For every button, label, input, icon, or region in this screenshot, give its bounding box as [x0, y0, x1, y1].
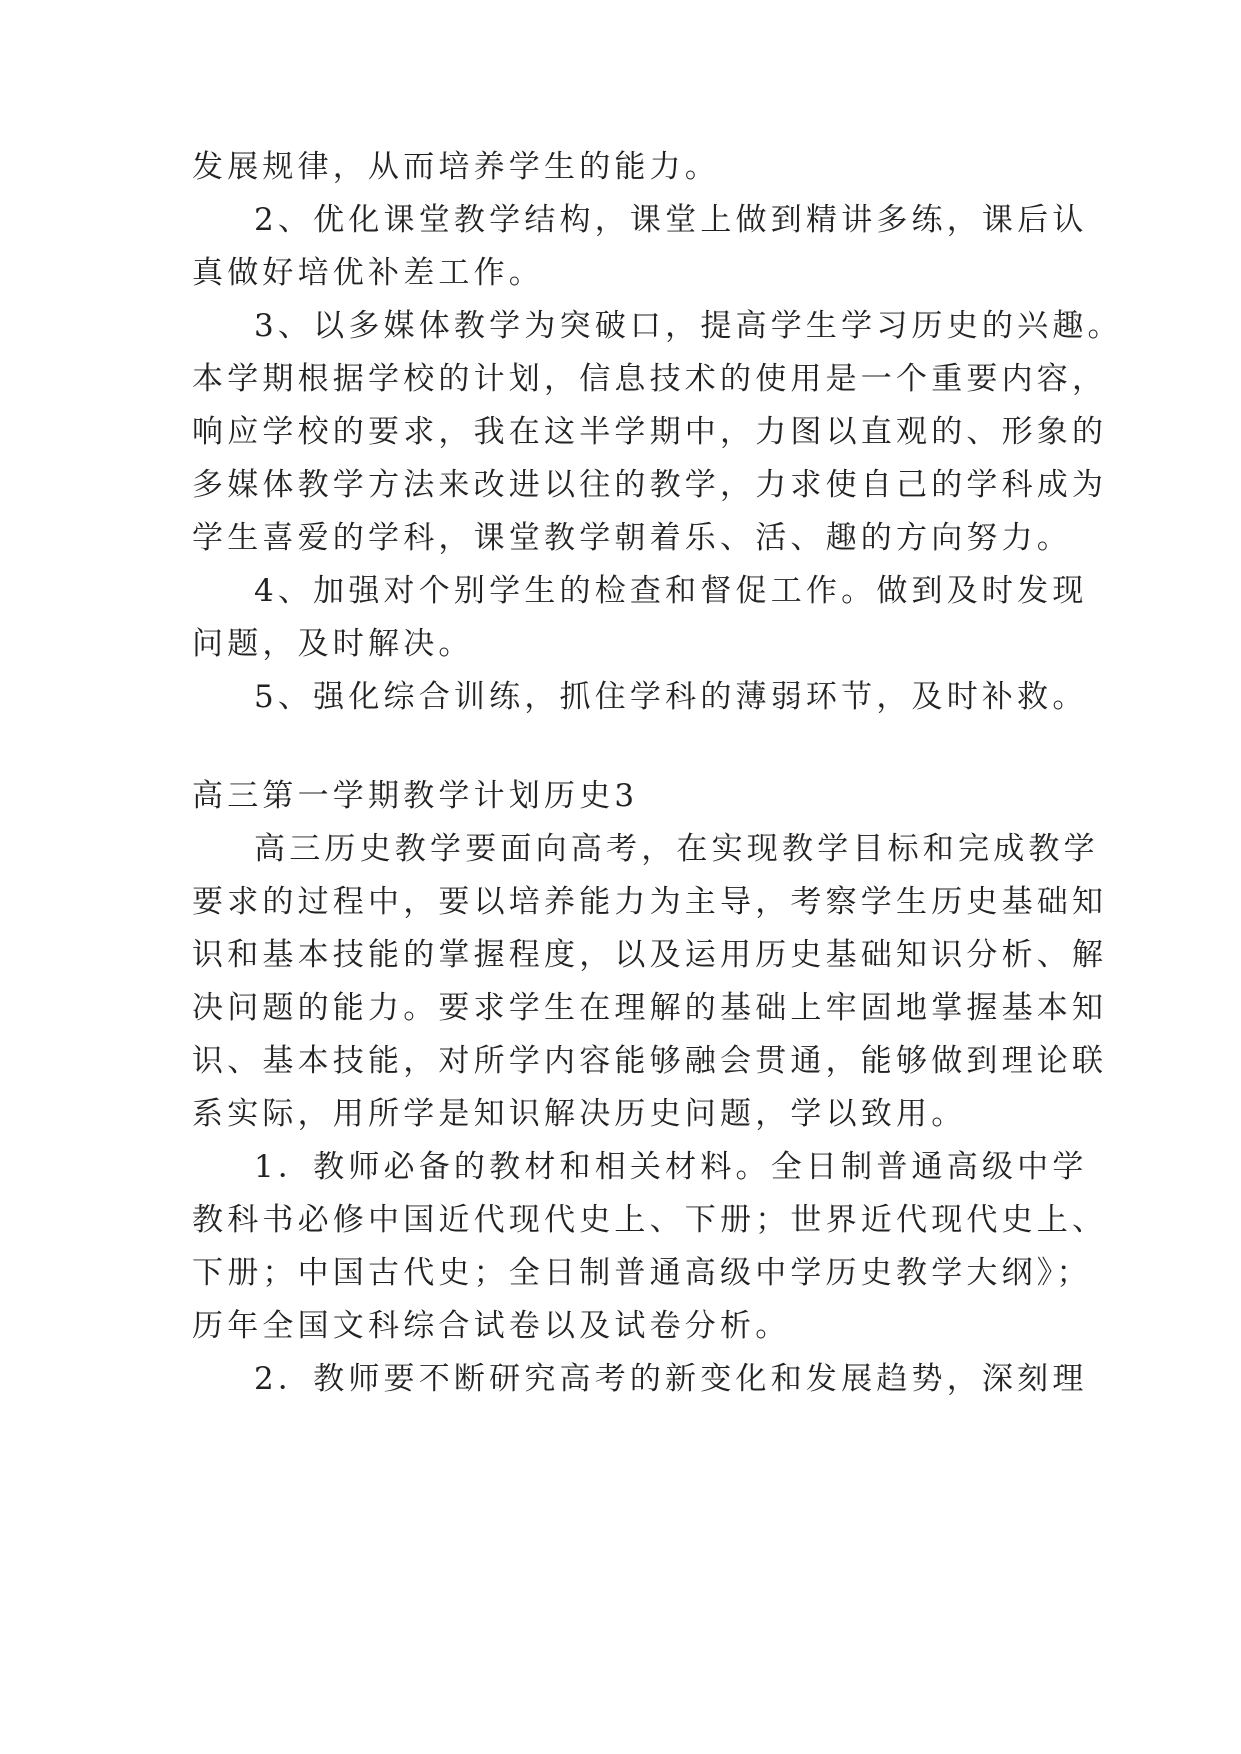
text-line: 学生喜爱的学科，课堂教学朝着乐、活、趣的方向努力。 — [192, 520, 1072, 556]
text-line: 要求的过程中，要以培养能力为主导，考察学生历史基础知 — [192, 884, 1108, 920]
text-line: 5、强化综合训练，抓住学科的薄弱环节，及时补救。 — [254, 679, 1088, 715]
text-line: 识、基本技能，对所学内容能够融会贯通，能够做到理论联 — [192, 1043, 1108, 1079]
section-title: 高三第一学期教学计划历史3 — [192, 778, 639, 814]
text-line: 真做好培优补差工作。 — [192, 255, 544, 291]
text-line: 教科书必修中国近代现代史上、下册；世界近代现代史上、 — [192, 1202, 1108, 1238]
text-line: 识和基本技能的掌握程度，以及运用历史基础知识分析、解 — [192, 937, 1108, 973]
text-line: 历年全国文科综合试卷以及试卷分析。 — [192, 1308, 791, 1344]
text-line: 决问题的能力。要求学生在理解的基础上牢固地掌握基本知 — [192, 990, 1108, 1026]
text-line: 3、以多媒体教学为突破口，提高学生学习历史的兴趣。 — [254, 308, 1123, 344]
text-line: 本学期根据学校的计划，信息技术的使用是一个重要内容， — [192, 361, 1108, 397]
text-line: 发展规律，从而培养学生的能力。 — [192, 149, 720, 185]
text-line: 2、优化课堂教学结构，课堂上做到精讲多练，课后认 — [254, 202, 1088, 238]
text-line: 多媒体教学方法来改进以往的教学，力求使自己的学科成为 — [192, 467, 1108, 503]
text-line: 系实际，用所学是知识解决历史问题，学以致用。 — [192, 1096, 967, 1132]
text-line: 1．教师必备的教材和相关材料。全日制普通高级中学 — [254, 1149, 1088, 1185]
text-line: 响应学校的要求，我在这半学期中，力图以直观的、形象的 — [192, 414, 1108, 450]
text-line: 2．教师要不断研究高考的新变化和发展趋势，深刻理 — [254, 1361, 1088, 1397]
text-line: 下册；中国古代史；全日制普通高级中学历史教学大纲》； — [192, 1255, 1092, 1291]
text-line: 4、加强对个别学生的检查和督促工作。做到及时发现 — [254, 573, 1088, 609]
text-line: 问题，及时解决。 — [192, 626, 474, 662]
text-line: 高三历史教学要面向高考，在实现教学目标和完成教学 — [254, 831, 1099, 867]
